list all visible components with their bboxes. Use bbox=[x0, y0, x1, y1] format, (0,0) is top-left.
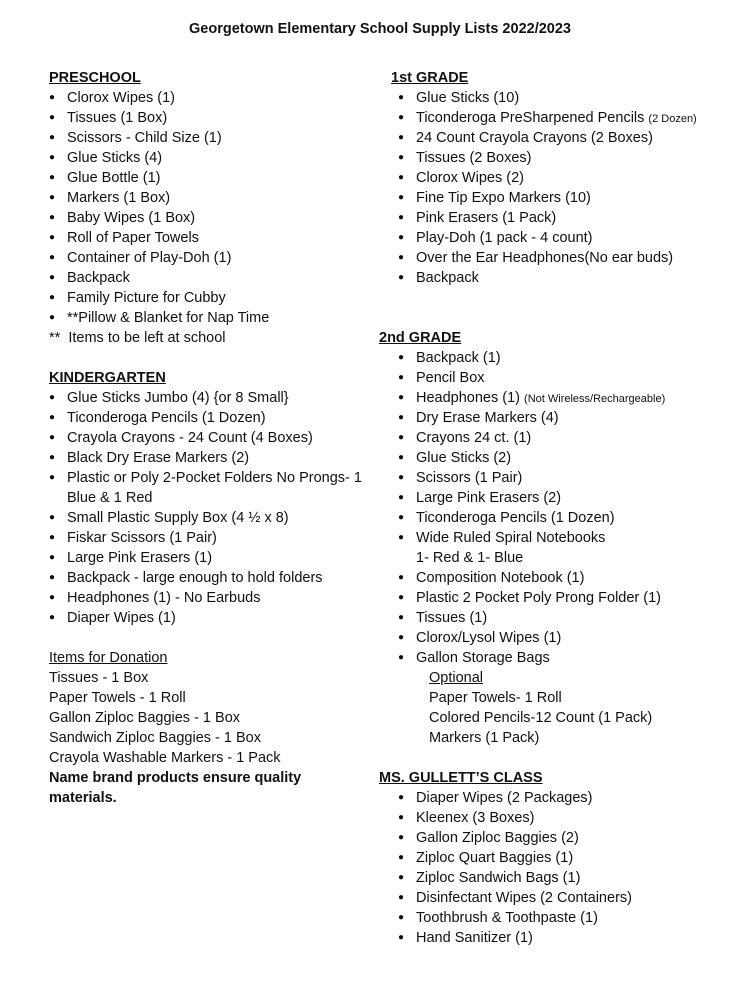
list-item: ● Roll of Paper Towels bbox=[49, 228, 379, 248]
pencils-qty: (2 Dozen) bbox=[648, 113, 697, 125]
list-item: ● Toothbrush & Toothpaste (1) bbox=[398, 908, 747, 928]
brand-note: Name brand products ensure quality bbox=[49, 770, 302, 786]
list-item: ● Backpack bbox=[398, 268, 746, 288]
list-item: ● Backpack (1) bbox=[398, 348, 747, 368]
list-item: ● Fiskar Scissors (1 Pair) bbox=[49, 528, 379, 548]
donation-item: Sandwich Ziploc Baggies - 1 Box bbox=[49, 730, 261, 746]
headphones-note: (Not Wireless/Rechargeable) bbox=[524, 393, 666, 405]
page-title: Georgetown Elementary School Supply Lists 2022/2023 bbox=[189, 21, 571, 37]
list-item: ● Markers (1 Box) bbox=[49, 188, 379, 208]
list-item: ● Scissors (1 Pair) bbox=[398, 468, 747, 488]
list-item: ● Clorox Wipes (2) bbox=[398, 168, 746, 188]
list-item: ● Plastic 2 Pocket Poly Prong Folder (1) bbox=[398, 588, 747, 608]
list-item: ● Over the Ear Headphones(No ear buds) bbox=[398, 248, 746, 268]
list-item bbox=[398, 108, 746, 128]
list-item: ● Clorox Wipes (1) bbox=[49, 88, 379, 108]
list-item: ● Fine Tip Expo Markers (10) bbox=[398, 188, 746, 208]
list-item: ● Black Dry Erase Markers (2) bbox=[49, 448, 379, 468]
list-item: ● Ziploc Quart Baggies (1) bbox=[398, 848, 747, 868]
list-item: ● Pencil Box bbox=[398, 368, 747, 388]
list-item: ● Clorox/Lysol Wipes (1) bbox=[398, 628, 747, 648]
list-item: ● Glue Sticks Jumbo (4) {or 8 Small} bbox=[49, 388, 379, 408]
list-item: ● Kleenex (3 Boxes) bbox=[398, 808, 747, 828]
list-item: ● Small Plastic Supply Box (4 ½ x 8) bbox=[49, 508, 379, 528]
pencils-label: Ticonderoga PreSharpened Pencils bbox=[416, 110, 645, 126]
list-item: ● **Pillow & Blanket for Nap Time bbox=[49, 308, 379, 328]
list-item: ● Crayons 24 ct. (1) bbox=[398, 428, 747, 448]
list-item: ● Glue Sticks (2) bbox=[398, 448, 747, 468]
list-item: ● Large Pink Erasers (1) bbox=[49, 548, 379, 568]
list-item: ● Gallon Storage Bags bbox=[398, 648, 747, 668]
list-item: ● Scissors - Child Size (1) bbox=[49, 128, 379, 148]
donation-heading: Items for Donation bbox=[49, 650, 168, 666]
list-item bbox=[398, 388, 747, 408]
list-item: ● Dry Erase Markers (4) bbox=[398, 408, 747, 428]
list-item: ● Crayola Crayons - 24 Count (4 Boxes) bbox=[49, 428, 379, 448]
list-item: ● Container of Play-Doh (1) bbox=[49, 248, 379, 268]
list-item: ● Glue Bottle (1) bbox=[49, 168, 379, 188]
list-item: ● Play-Doh (1 pack - 4 count) bbox=[398, 228, 746, 248]
list-item-continuation: Blue & 1 Red bbox=[67, 490, 153, 506]
list-item: ● Large Pink Erasers (2) bbox=[398, 488, 747, 508]
list-item: ● Tissues (1) bbox=[398, 608, 747, 628]
headphones-label: Headphones (1) bbox=[416, 390, 520, 406]
note-text: Items to be left at school bbox=[68, 330, 226, 346]
list-item: ● Plastic or Poly 2-Pocket Folders No Prongs- 1 bbox=[49, 468, 379, 488]
optional-item: Markers (1 Pack) bbox=[429, 730, 540, 746]
list-item: ● Composition Notebook (1) bbox=[398, 568, 747, 588]
list-item: ● Tissues (2 Boxes) bbox=[398, 148, 746, 168]
list-item-continuation: 1- Red & 1- Blue bbox=[416, 550, 524, 566]
list-item: ● Headphones (1) - No Earbuds bbox=[49, 588, 379, 608]
preschool-heading: PRESCHOOL bbox=[49, 70, 141, 86]
list-item: ● Backpack bbox=[49, 268, 379, 288]
second-grade-section bbox=[379, 328, 747, 948]
list-item: ● Ticonderoga Pencils (1 Dozen) bbox=[49, 408, 379, 428]
note-marker: ** bbox=[49, 330, 61, 346]
list-item: ● 24 Count Crayola Crayons (2 Boxes) bbox=[398, 128, 746, 148]
left-column bbox=[49, 68, 379, 808]
list-item: ● Gallon Ziploc Baggies (2) bbox=[398, 828, 747, 848]
list-item: ● Backpack - large enough to hold folders bbox=[49, 568, 379, 588]
brand-note: materials. bbox=[49, 790, 117, 806]
list-item: ● Hand Sanitizer (1) bbox=[398, 928, 747, 948]
first-grade-heading: 1st GRADE bbox=[391, 70, 469, 86]
kindergarten-heading: KINDERGARTEN bbox=[49, 370, 166, 386]
second-grade-heading: 2nd GRADE bbox=[379, 330, 462, 346]
donation-item: Gallon Ziploc Baggies - 1 Box bbox=[49, 710, 241, 726]
list-item: ● Glue Sticks (10) bbox=[398, 88, 746, 108]
list-item: ● Family Picture for Cubby bbox=[49, 288, 379, 308]
list-item: ● Ticonderoga Pencils (1 Dozen) bbox=[398, 508, 747, 528]
list-item: ● Glue Sticks (4) bbox=[49, 148, 379, 168]
gullett-heading: MS. GULLETT’S CLASS bbox=[379, 770, 543, 786]
list-item: ● Ziploc Sandwich Bags (1) bbox=[398, 868, 747, 888]
donation-item: Crayola Washable Markers - 1 Pack bbox=[49, 750, 281, 766]
donation-item: Tissues - 1 Box bbox=[49, 670, 149, 686]
list-item: ● Disinfectant Wipes (2 Containers) bbox=[398, 888, 747, 908]
preschool-note bbox=[49, 328, 379, 348]
optional-item: Paper Towels- 1 Roll bbox=[429, 690, 562, 706]
list-item: ● Tissues (1 Box) bbox=[49, 108, 379, 128]
list-item: ● Diaper Wipes (1) bbox=[49, 608, 379, 628]
donation-item: Paper Towels - 1 Roll bbox=[49, 690, 186, 706]
optional-heading: Optional bbox=[429, 670, 484, 686]
list-item: ● Baby Wipes (1 Box) bbox=[49, 208, 379, 228]
first-grade-section bbox=[391, 68, 746, 288]
list-item: ● Diaper Wipes (2 Packages) bbox=[398, 788, 747, 808]
optional-item: Colored Pencils-12 Count (1 Pack) bbox=[429, 710, 653, 726]
list-item: ● Pink Erasers (1 Pack) bbox=[398, 208, 746, 228]
list-item: ● Wide Ruled Spiral Notebooks bbox=[398, 528, 747, 548]
